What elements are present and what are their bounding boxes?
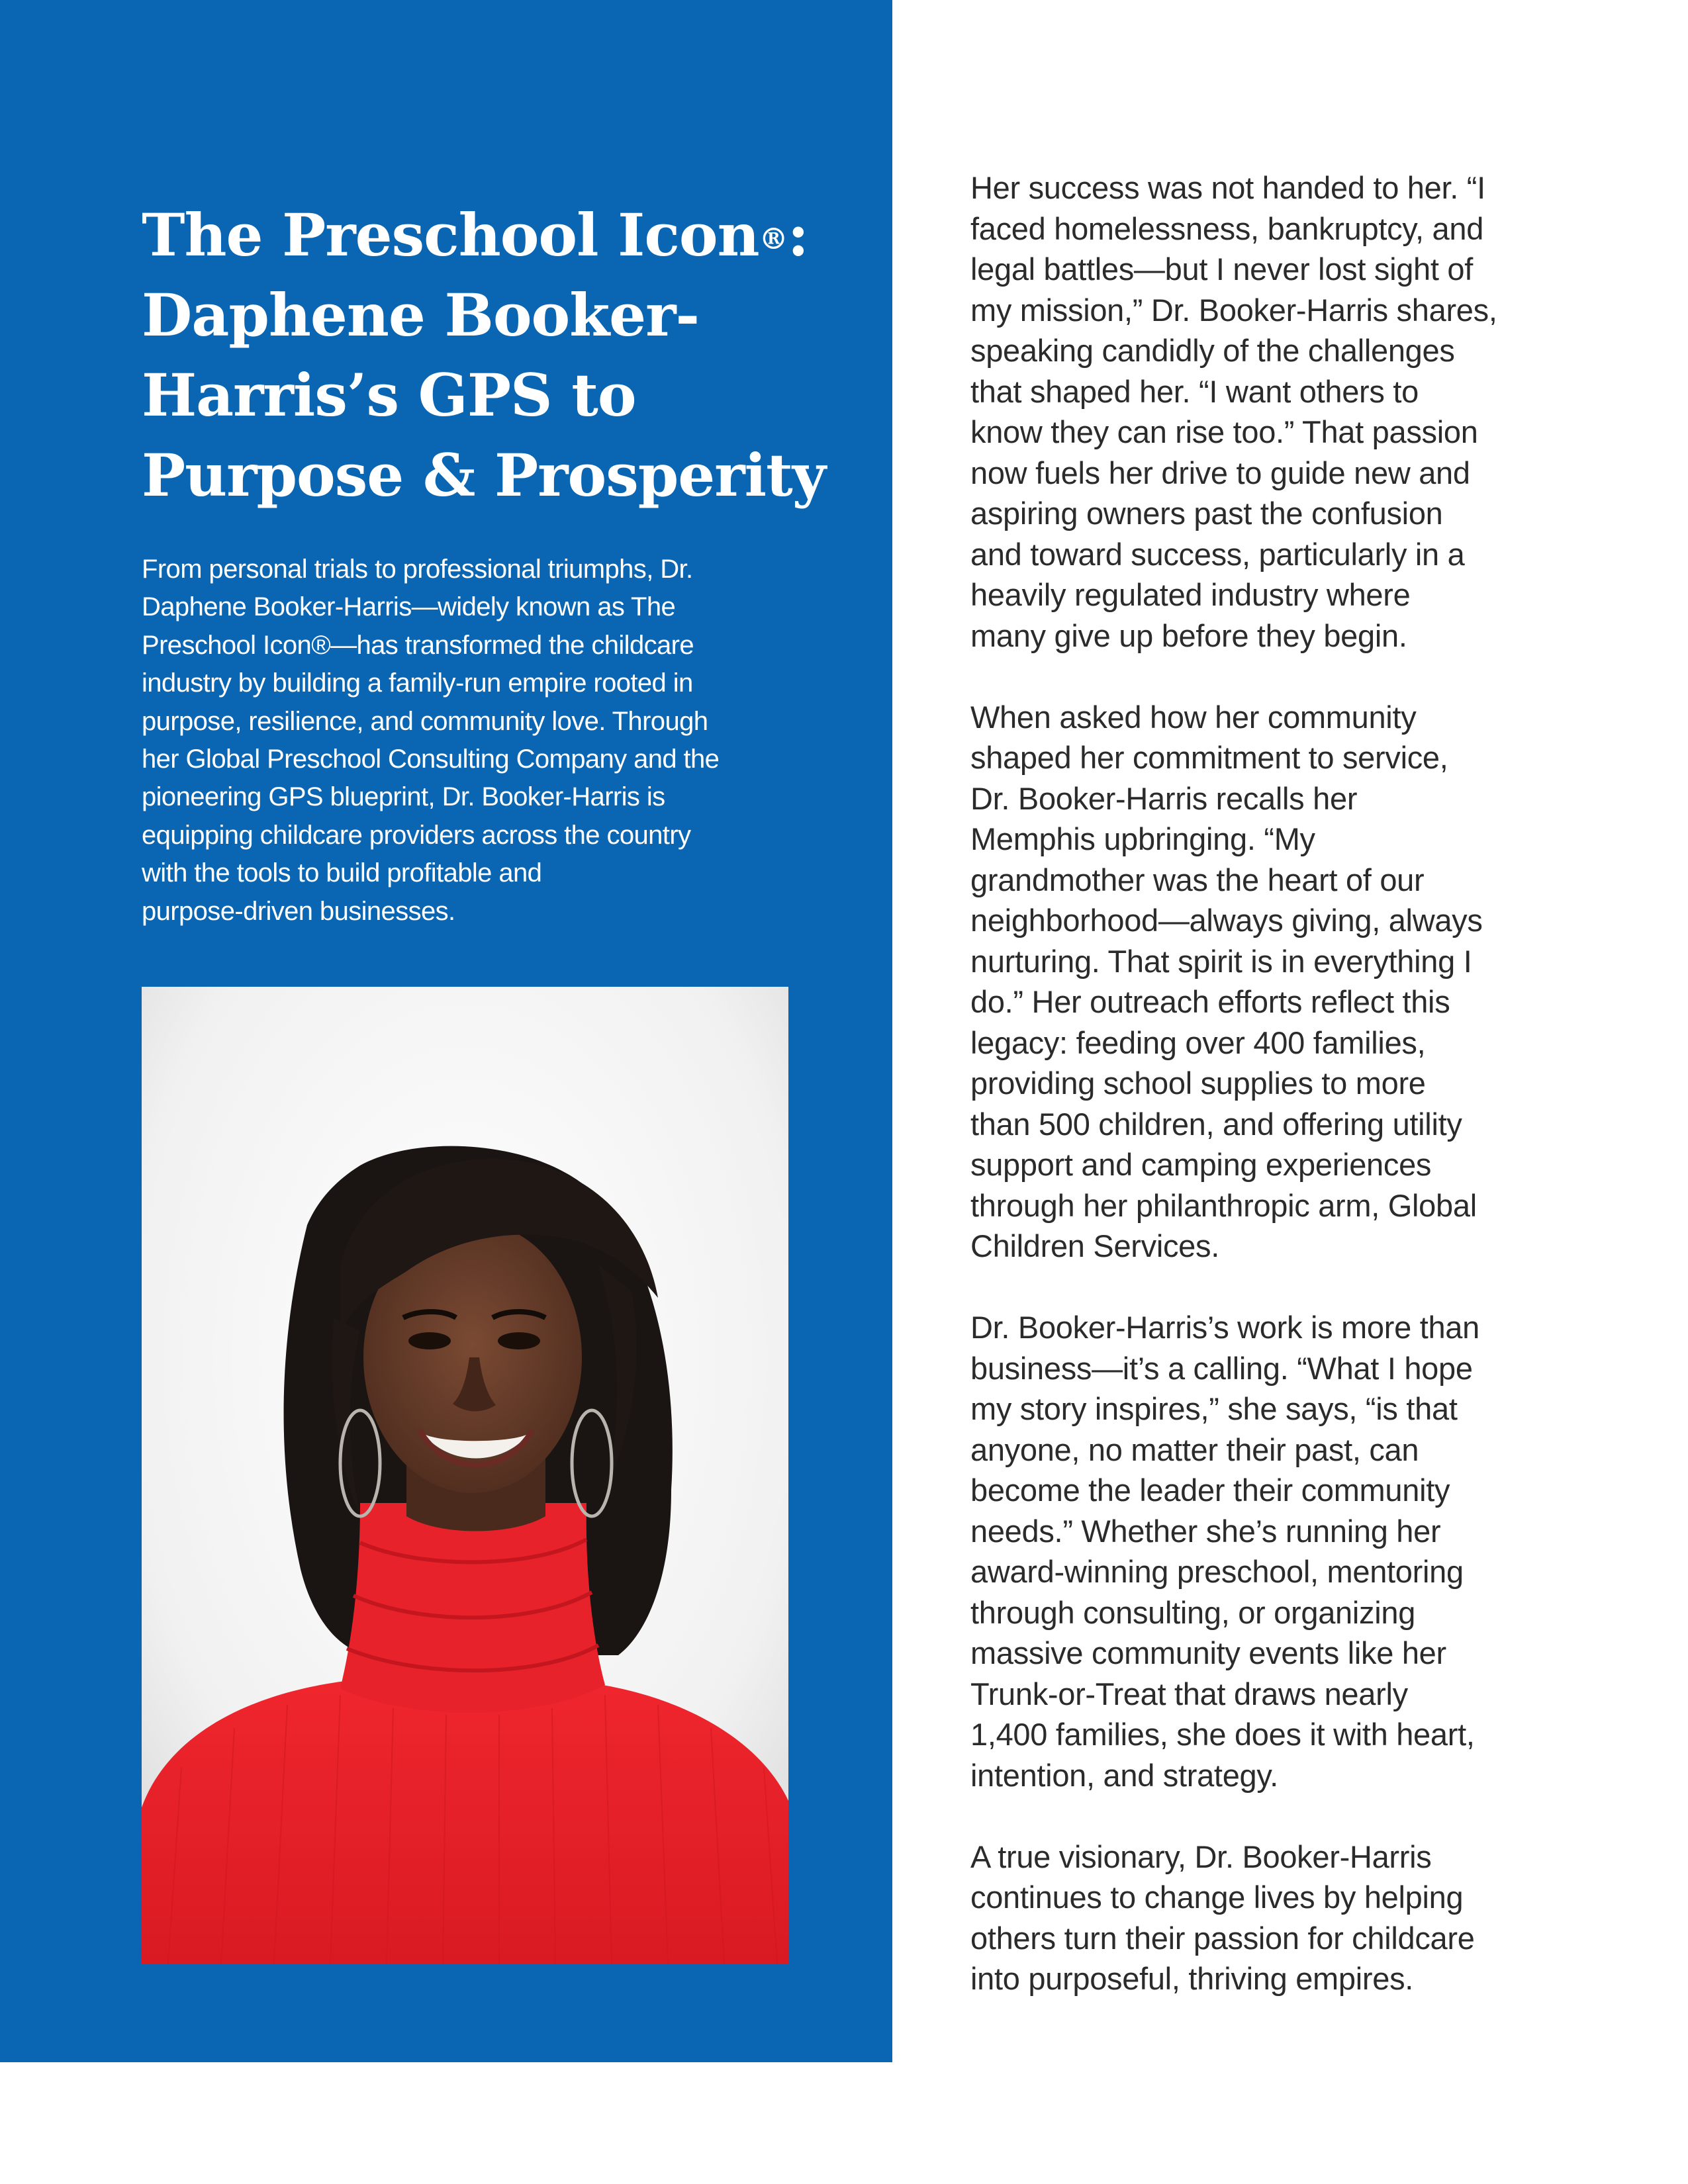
article-paragraph (970, 1307, 1672, 1796)
portrait-illustration (142, 987, 788, 1964)
headline-line: The Preschool Icon®: (142, 201, 809, 269)
article-line: providing school supplies to more (970, 1066, 1426, 1101)
article-line: Children Services. (970, 1228, 1219, 1263)
headline-line: Harris’s GPS to (142, 361, 636, 430)
article-line: 1,400 families, she does it with heart, (970, 1717, 1475, 1752)
article-line: award-winning preschool, mentoring (970, 1554, 1464, 1589)
article-line: now fuels her drive to guide new and (970, 455, 1470, 490)
intro-paragraph (142, 551, 830, 931)
intro-line: her Global Preschool Consulting Company and the (142, 745, 720, 774)
portrait-photo (142, 987, 788, 1964)
headline-line: Daphene Booker- (142, 281, 700, 349)
intro-line: Preschool Icon®—has transformed the childcare (142, 630, 694, 660)
article-line: Trunk-or-Treat that draws nearly (970, 1676, 1408, 1711)
intro-line: with the tools to build profitable and (142, 858, 542, 888)
article-line: many give up before they begin. (970, 617, 1407, 653)
article-line: legal battles—but I never lost sight of (970, 251, 1474, 287)
article-line: faced homelessness, bankruptcy, and (970, 210, 1484, 246)
article-line: become the leader their community (970, 1473, 1450, 1508)
article-line: shaped her commitment to service, (970, 740, 1448, 775)
article-line: through consulting, or organizing (970, 1594, 1416, 1630)
article-line: grandmother was the heart of our (970, 862, 1425, 897)
feature-panel (0, 0, 892, 2062)
article-paragraph (970, 1837, 1672, 1999)
article-line: Memphis upbringing. “My (970, 821, 1315, 856)
intro-line: From personal trials to professional triumphs, Dr. (142, 555, 693, 584)
article-line: legacy: feeding over 400 families, (970, 1024, 1426, 1060)
article-line: than 500 children, and offering utility (970, 1106, 1462, 1142)
article-line: through her philanthropic arm, Global (970, 1187, 1477, 1223)
article-line: massive community events like her (970, 1635, 1446, 1670)
article-paragraph (970, 697, 1672, 1267)
article-line: Her success was not handed to her. “I (970, 170, 1485, 205)
intro-line: equipping childcare providers across the country (142, 820, 691, 850)
article-line: my story inspires,” she says, “is that (970, 1391, 1458, 1426)
article-line: others turn their passion for childcare (970, 1920, 1475, 1956)
article-headline (142, 195, 870, 516)
headline-line: Purpose & Prosperity (142, 441, 825, 510)
article-line: neighborhood—always giving, always (970, 903, 1483, 938)
article-line: that shaped her. “I want others to (970, 373, 1419, 409)
article-line: needs.” Whether she’s running her (970, 1513, 1441, 1549)
article-line: Dr. Booker-Harris recalls her (970, 780, 1358, 816)
intro-line: Daphene Booker-Harris—widely known as The (142, 592, 676, 622)
article-line: business—it’s a calling. “What I hope (970, 1350, 1473, 1386)
article-line: support and camping experiences (970, 1147, 1432, 1182)
article-line: When asked how her community (970, 699, 1417, 735)
article-line: intention, and strategy. (970, 1757, 1278, 1793)
article-line: continues to change lives by helping (970, 1880, 1464, 1915)
intro-line: pioneering GPS blueprint, Dr. Booker-Harris is (142, 782, 665, 812)
article-line: anyone, no matter their past, can (970, 1432, 1419, 1467)
article-line: my mission,” Dr. Booker-Harris shares, (970, 292, 1497, 328)
intro-line: industry by building a family-run empire rooted in (142, 668, 693, 698)
registered-mark: ® (759, 222, 788, 256)
article-line: into purposeful, thriving empires. (970, 1961, 1414, 1996)
article-line: do.” Her outreach efforts reflect this (970, 984, 1450, 1019)
article-line: speaking candidly of the challenges (970, 333, 1455, 368)
article-line: nurturing. That spirit is in everything I (970, 943, 1472, 979)
article-body (970, 167, 1672, 2040)
intro-line: purpose, resilience, and community love. Through (142, 706, 708, 736)
article-line: A true visionary, Dr. Booker-Harris (970, 1839, 1432, 1874)
article-paragraph (970, 167, 1672, 656)
article-line: heavily regulated industry where (970, 577, 1411, 612)
article-line: and toward success, particularly in a (970, 536, 1465, 572)
article-line: aspiring owners past the confusion (970, 496, 1443, 531)
article-line: know they can rise too.” That passion (970, 414, 1478, 449)
intro-line: purpose-driven businesses. (142, 896, 455, 926)
article-line: Dr. Booker-Harris’s work is more than (970, 1310, 1479, 1345)
